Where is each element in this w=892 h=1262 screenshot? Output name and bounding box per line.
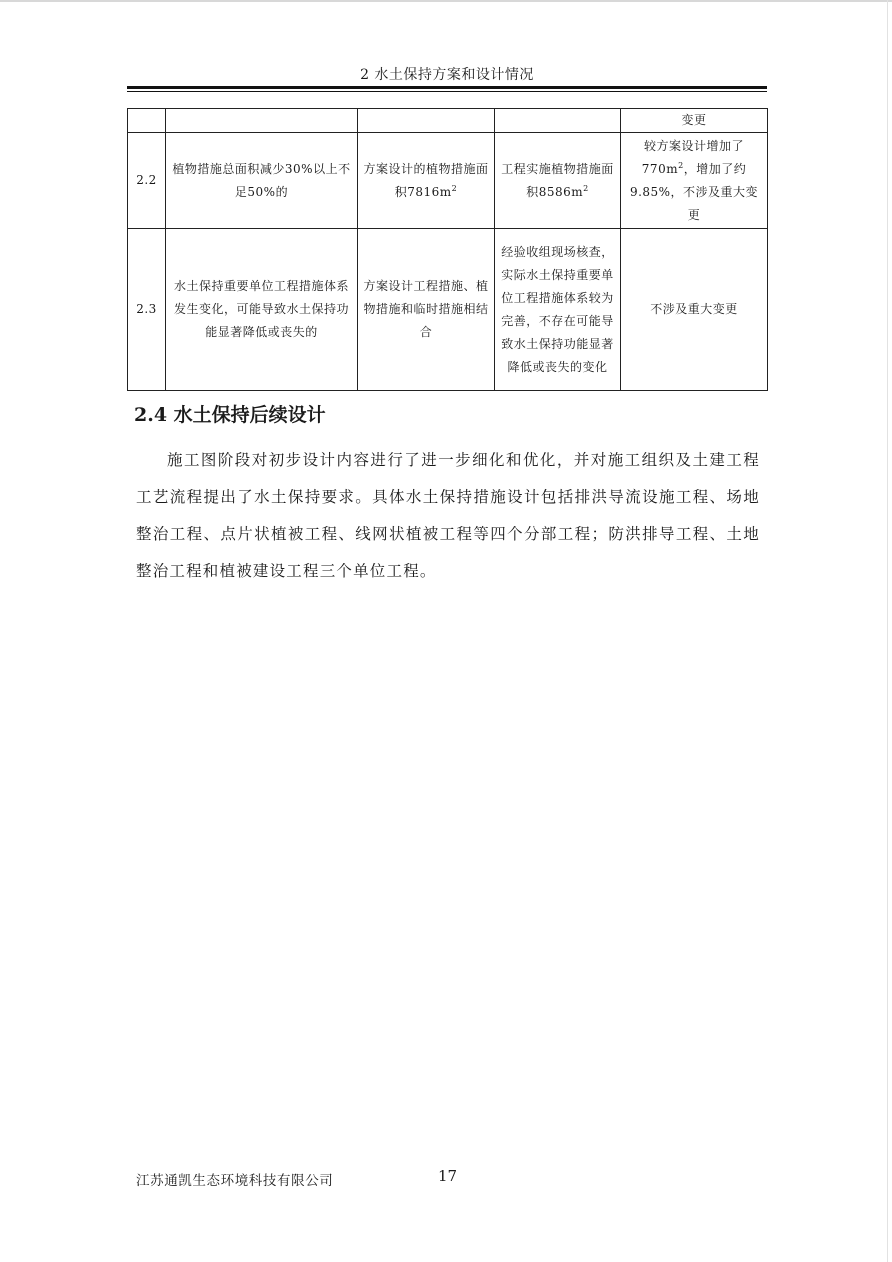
table-row [128,109,768,133]
result-cell: 不涉及重大变更 [621,229,768,391]
page-number: 17 [438,1167,458,1185]
header-rule-thin [127,91,767,92]
table-cell: 变更 [621,109,768,133]
result-unit-sup: 2 [678,160,684,170]
page-right-edge [887,0,888,1262]
page-top-edge [0,0,892,2]
footer-company: 江苏通凯生态环境科技有限公司 [136,1173,334,1189]
result-cell [621,133,768,229]
body-paragraph: 施工图阶段对初步设计内容进行了进一步细化和优化，并对施工组织及土建工程工艺流程提出了水土保持要求。具体水土保持措施设计包括排洪导流设施工程、场地整治工程、点片状植被工程、线网状植被工程等四个分部工程；防洪排导工程、土地整治工程和植被建设工程三个单位工程。 [136,451,760,580]
actual-unit-sup: 2 [583,183,589,193]
table-row [128,229,768,391]
plan-text: 方案设计的植物措施面积7816m [363,161,489,199]
table-cell [128,109,166,133]
actual-text: 工程实施植物措施面积8586m [501,161,614,199]
change-assessment-table [127,108,768,391]
plan-cell [358,133,495,229]
section-heading: 2.4 水土保持后续设计 [134,404,326,426]
running-header: 2 水土保持方案和设计情况 [360,67,534,83]
header-rule-thick [127,86,767,89]
table-cell [495,109,621,133]
actual-cell [495,133,621,229]
table-row [128,133,768,229]
actual-cell: 经验收组现场核查，实际水土保持重要单位工程措施体系较为完善，不存在可能导致水土保持功能显著降低或丧失的变化 [495,229,621,391]
plan-unit-sup: 2 [451,183,458,193]
table-cell [166,109,358,133]
condition-cell: 水土保持重要单位工程措施体系发生变化，可能导致水土保持功能显著降低或丧失的 [166,229,358,391]
result-text-b: ，增加了约9.85%，不涉及重大变更 [629,161,759,222]
result-text-a: 较方案设计增加了770m [641,138,744,176]
table-cell [358,109,495,133]
row-number: 2.3 [128,229,166,391]
condition-cell: 植物措施总面积减少30%以上不足50%的 [166,133,358,229]
row-number: 2.2 [128,133,166,229]
plan-cell: 方案设计工程措施、植物措施和临时措施相结合 [358,229,495,391]
